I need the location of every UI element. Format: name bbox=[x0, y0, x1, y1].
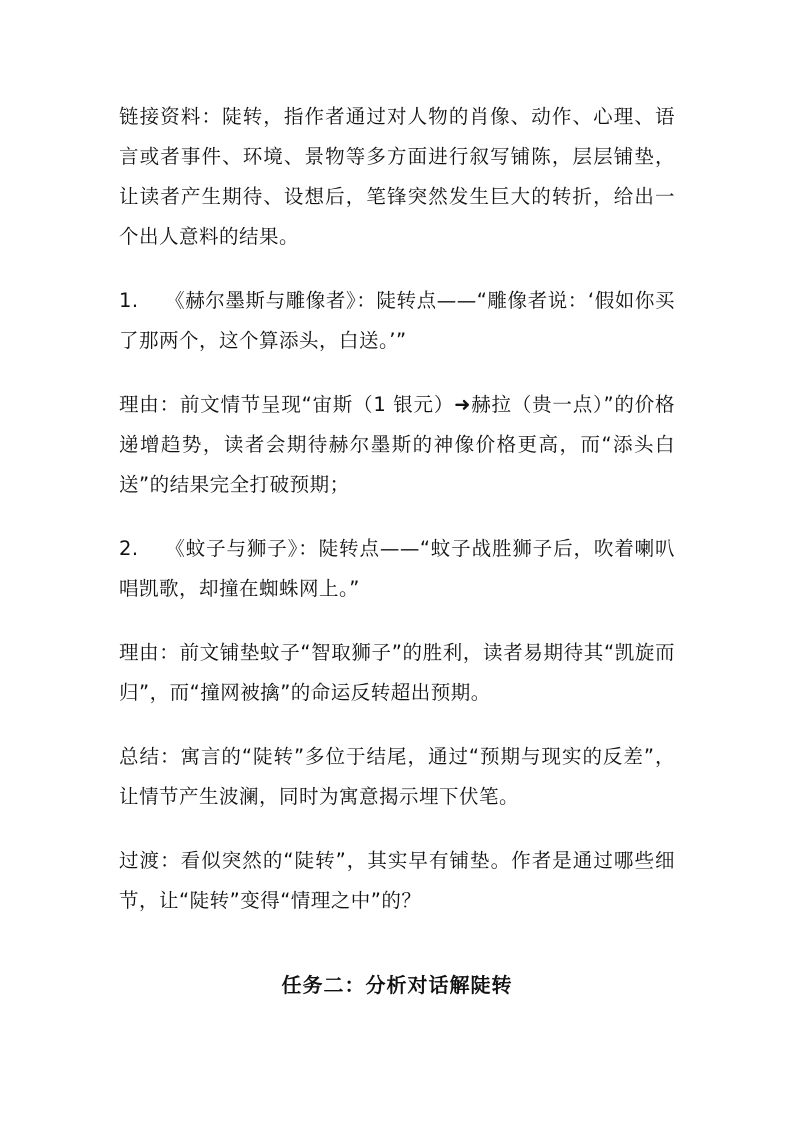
item-text: 《蚊子与狮子》：陡转点——“蚊子战胜狮子后，吹着喇叭唱凯歌，却撞在蜘蛛网上。” bbox=[119, 537, 675, 600]
link-material-paragraph: 链接资料：陡转，指作者通过对人物的肖像、动作、心理、语言或者事件、环境、景物等多方面进行叙写铺陈，层层铺垫，让读者产生期待、设想后，笔锋突然发生巨大的转折，给出一个出人意料的结果。 bbox=[119, 105, 675, 248]
example-item-1 bbox=[119, 281, 675, 361]
item-text: 《赫尔墨斯与雕像者》：陡转点——“雕像者说：‘假如你买了那两个，这个算添头，白送。’” bbox=[119, 289, 675, 352]
document-body bbox=[119, 97, 675, 997]
example-item-2 bbox=[119, 529, 675, 609]
summary-paragraph: 总结：寓言的“陡转”多位于结尾，通过“预期与现实的反差”，让情节产生波澜，同时为寓意揭示埋下伏笔。 bbox=[119, 745, 675, 808]
item-number: 2. bbox=[119, 537, 139, 560]
transition-paragraph: 过渡：看似突然的“陡转”，其实早有铺垫。作者是通过哪些细节，让“陡转”变得“情理之中”的？ bbox=[119, 849, 675, 912]
task-heading: 任务二：分析对话解陡转 bbox=[281, 973, 513, 997]
reason-paragraph-2: 理由：前文铺垫蚊子“智取狮子”的胜利，读者易期待其“凯旋而归”，而“撞网被擒”的命运反转超出预期。 bbox=[119, 641, 675, 704]
reason-paragraph-1: 理由：前文情节呈现“宙斯（1 银元）➜赫拉（贵一点）”的价格递增趋势，读者会期待赫尔墨斯的神像价格更高，而“添头白送”的结果完全打破预期； bbox=[119, 393, 675, 496]
item-number: 1. bbox=[119, 289, 139, 312]
